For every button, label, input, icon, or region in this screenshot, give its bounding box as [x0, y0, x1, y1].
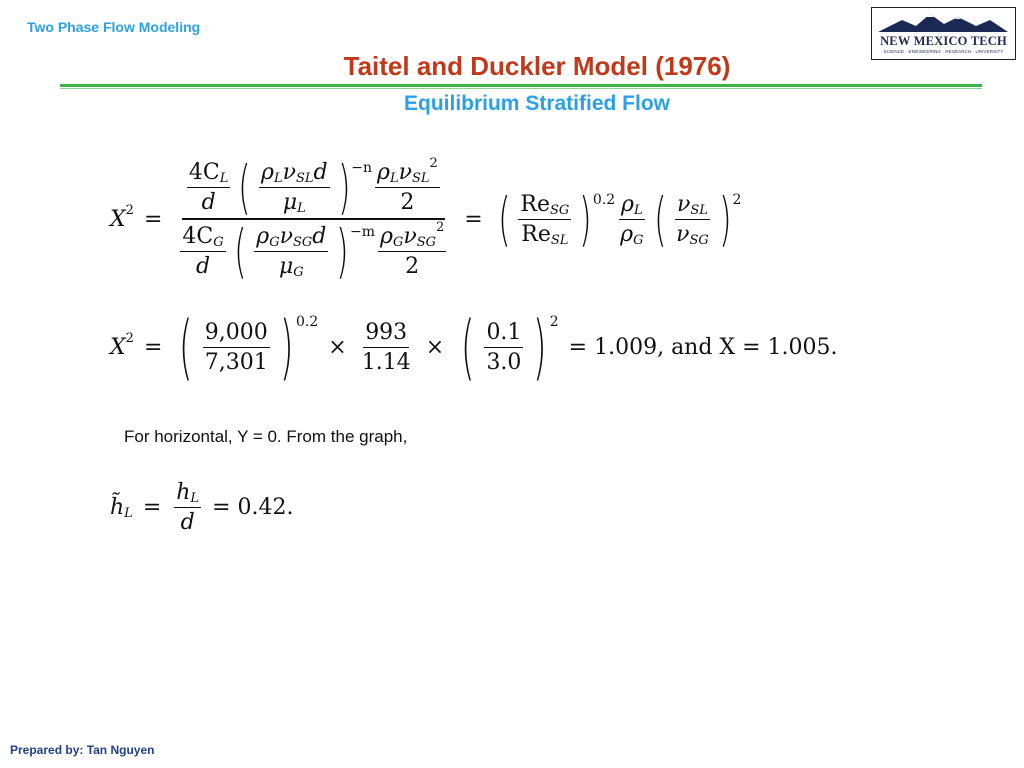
eq3-result: = 0.42. — [212, 495, 294, 520]
slide-title: Taitel and Duckler Model (1976) — [343, 51, 731, 81]
equation-martinelli-definition: X 2 = 4C L d ( ρ L ν SL d μ L ) −n ρ L ν SL 2 2 4C G d ( ρ G ν SG d μ G ) −m ρ G ν SG 2 2 = ( Re SG Re SL ) 0.2 ρ L ρ G ( ν SL ν SG ) 2 — [110, 153, 742, 285]
eq2-result: = 1.009, and X = 1.005. — [568, 334, 838, 360]
logo-tagline: SCIENCE · ENGINEERING · RESEARCH · UNIVERSITY — [883, 49, 1004, 54]
footer-author: Prepared by: Tan Nguyen — [10, 743, 155, 757]
eq1-main-fraction: 4C L d ( ρ L ν SL d μ L ) −n ρ L ν SL 2 2 4C G d ( ρ G ν SG d μ G ) −m ρ G ν SG 2 2 — [182, 153, 445, 285]
slide-subtitle: Equilibrium Stratified Flow — [403, 92, 670, 115]
eq2-re-term: ( $\frac{9,000}{7,301}$ ) 0.2 — [179, 306, 319, 388]
eq2-density-term: $\frac{993}{1.14}$ — [361, 319, 411, 375]
eq1-lhs: X 2 — [110, 202, 134, 232]
title-divider-thin — [60, 88, 982, 89]
eq1-re-ratio: ( Re SG Re SL ) 0.2 — [497, 185, 616, 253]
eq1-velocity-ratio: ( ν SL ν SG ) 2 — [653, 185, 742, 253]
equation-liquid-height: h̃ L = h L d = 0.42. — [110, 480, 294, 535]
eq2-velocity-term: ( $\frac{0.1}{3.0}$ ) 2 — [460, 306, 559, 388]
body-text: For horizontal, Y = 0. From the graph, — [124, 427, 408, 446]
logo-name: NEW MEXICO TECH — [880, 34, 1007, 48]
title-divider — [60, 84, 982, 87]
course-title: Two Phase Flow Modeling — [27, 19, 201, 35]
equation-martinelli-numeric: X 2 = ( $\frac{9,000}{7,301}$ ) 0.2 × $\frac{993}{1.14}$ × ( $\frac{0.1}{3.0}$ ) 2 = 1.009, and X = 1.005. — [110, 306, 838, 388]
eq1-density-ratio: ρ L ρ G — [620, 191, 644, 248]
